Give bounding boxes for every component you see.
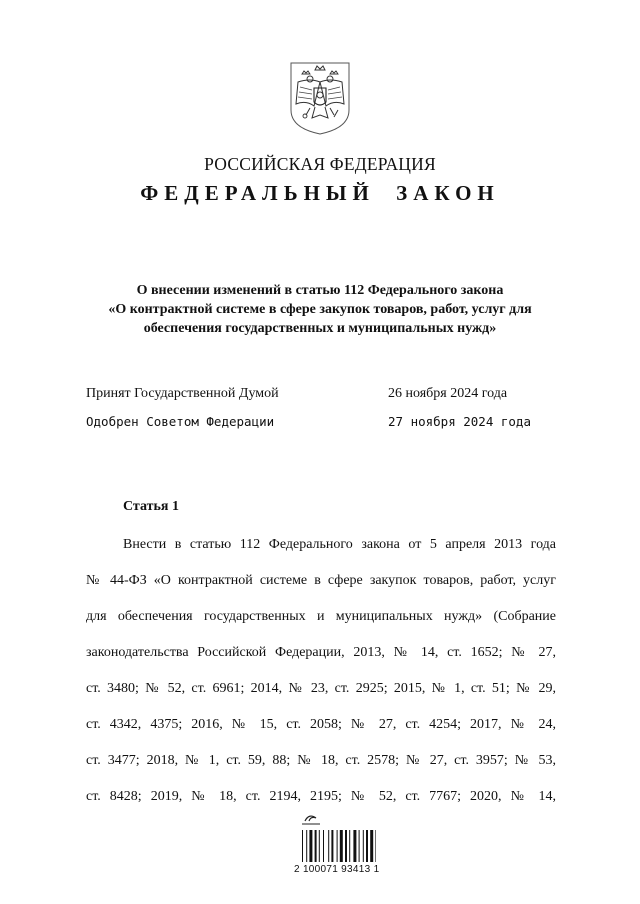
document-type: ФЕДЕРАЛЬНЫЙ ЗАКОН	[140, 181, 500, 205]
law-title-line: «О контрактной системе в сфере закупок товаров, работ, услуг для	[108, 302, 532, 317]
article-line: № 44-ФЗ «О контрактной системе в сфере закупок товаров, работ, услуг	[86, 573, 556, 588]
article-line: законодательства Российской Федерации, 2013, № 14, ст. 1652; № 27,	[86, 645, 556, 660]
duma-adoption-label: Принят Государственной Думой	[86, 386, 279, 401]
coat-of-arms-icon	[288, 60, 352, 136]
article-line: Внести в статью 112 Федерального закона от 5 апреля 2013 года	[123, 537, 556, 552]
article-line: для обеспечения государственных и муниципальных нужд» (Собрание	[86, 609, 556, 624]
barcode-icon	[302, 830, 376, 862]
registration-mark-icon	[302, 816, 320, 824]
law-title-line: обеспечения государственных и муниципальных нужд»	[143, 321, 497, 336]
article-heading: Статья 1	[123, 499, 179, 514]
duma-adoption-date: 26 ноября 2024 года	[388, 386, 508, 401]
council-approval-date: 27 ноября 2024 года	[388, 414, 531, 429]
law-title	[60, 281, 580, 338]
article-line: ст. 3477; 2018, № 1, ст. 59, 88; № 18, ст. 2578; № 27, ст. 3957; № 53,	[86, 753, 556, 768]
barcode-number: 2 100071 93413 1	[294, 864, 380, 875]
article-line: ст. 8428; 2019, № 18, ст. 2194, 2195; № 52, ст. 7767; 2020, № 14,	[86, 789, 556, 804]
country-name: РОССИЙСКАЯ ФЕДЕРАЦИЯ	[204, 154, 436, 174]
article-line: ст. 3480; № 52, ст. 6961; 2014, № 23, ст. 2925; 2015, № 1, ст. 51; № 29,	[86, 681, 556, 696]
article-body	[86, 535, 556, 823]
council-approval-label: Одобрен Советом Федерации	[86, 414, 275, 429]
article-line: ст. 4342, 4375; 2016, № 15, ст. 2058; № 27, ст. 4254; 2017, № 24,	[86, 717, 556, 732]
law-title-line: О внесении изменений в статью 112 Федерального закона	[136, 283, 504, 298]
